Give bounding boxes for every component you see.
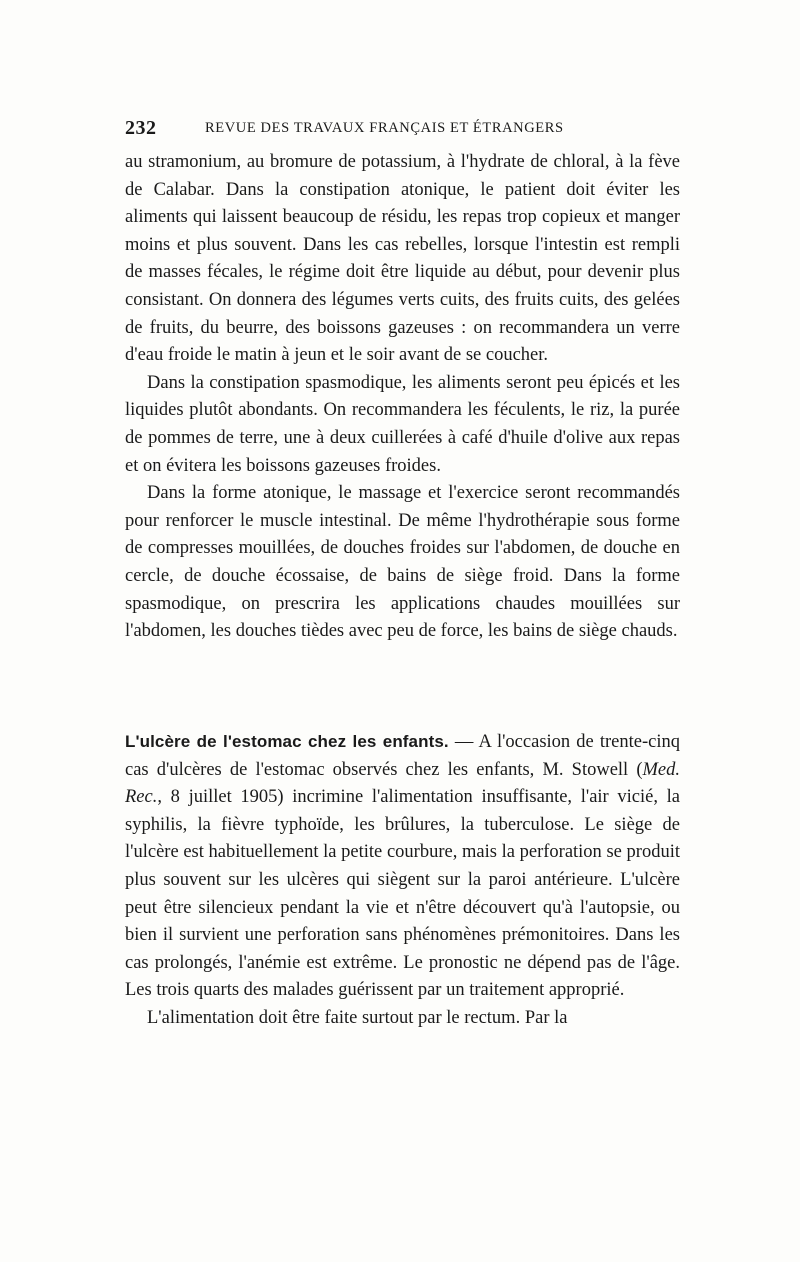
paragraph: au stramonium, au bromure de potassium, à l'hydrate de chloral, à la fève de Calabar. Dans la constipation atonique, le patient doit éviter les aliments qui laissent beaucoup de résidu, les repas trop copieux et manger moins et plus souvent. Dans les cas rebelles, lorsque l'intestin est rempli de masses fécales, le régime doit être liquide au début, pour devenir plus consistant. On donnera des légumes verts cuits, des fruits cuits, des gelées de fruits, du beurre, des boissons gazeuses : on recommandera un verre d'eau froide le matin à jeun et le soir avant de se coucher. [125, 152, 680, 366]
section-paragraph [125, 728, 680, 1005]
paragraph: Dans la forme atonique, le massage et l'exercice seront recommandés pour renforcer le muscle intestinal. De même l'hydrothérapie sous forme de compresses mouillées, de douches froides sur l'abdomen, de douche en cercle, de douche écossaise, de bains de siège froid. Dans la forme spasmodique, on prescrira les applications chaudes mouillées sur l'abdomen, les douches tièdes avec peu de force, les bains de siège chauds. [125, 483, 680, 642]
paragraph: L'alimentation doit être faite surtout par le rectum. Par la [147, 1007, 568, 1028]
running-title: REVUE DES TRAVAUX FRANÇAIS ET ÉTRANGERS [205, 120, 564, 136]
paragraph: Dans la constipation spasmodique, les aliments seront peu épicés et les liquides plutôt abondants. On recommandera les féculents, le riz, la purée de pommes de terre, une à deux cuillerées à café d'huile d'olive aux repas et on évitera les boissons gazeuses froides. [125, 372, 680, 476]
running-header [125, 117, 680, 143]
section-title: L'ulcère de l'estomac chez les enfants. [125, 732, 449, 751]
journal-citation: Med. Rec. [125, 759, 680, 808]
text-block-ulcer [125, 728, 680, 1033]
text-block-constipation [125, 149, 680, 646]
section-intro-b: , 8 juillet 1905) incrimine l'alimentation insuffisante, l'air vicié, la syphilis, la fièvre typhoïde, les brûlures, la tuberculose. Le siège de l'ulcère est habituellement la petite courbure, mais la perforation se produit plus souvent sur les ulcères qui siègent sur la paroi antérieure. L'ulcère peut être silencieux pendant la vie et n'être découvert qu'à l'autopsie, ou bien il survient une perforation sans phénomènes prémonitoires. Dans les cas prolongés, l'anémie est extrême. Le pronostic ne dépend pas de l'âge. Les trois quarts des malades guérissent par un traitement approprié. [125, 787, 680, 1001]
section-intro-a: — A l'occasion de trente-cinq cas d'ulcères de l'estomac observés chez les enfants, M. Stowell ( [125, 732, 680, 780]
page-number: 232 [125, 117, 157, 139]
